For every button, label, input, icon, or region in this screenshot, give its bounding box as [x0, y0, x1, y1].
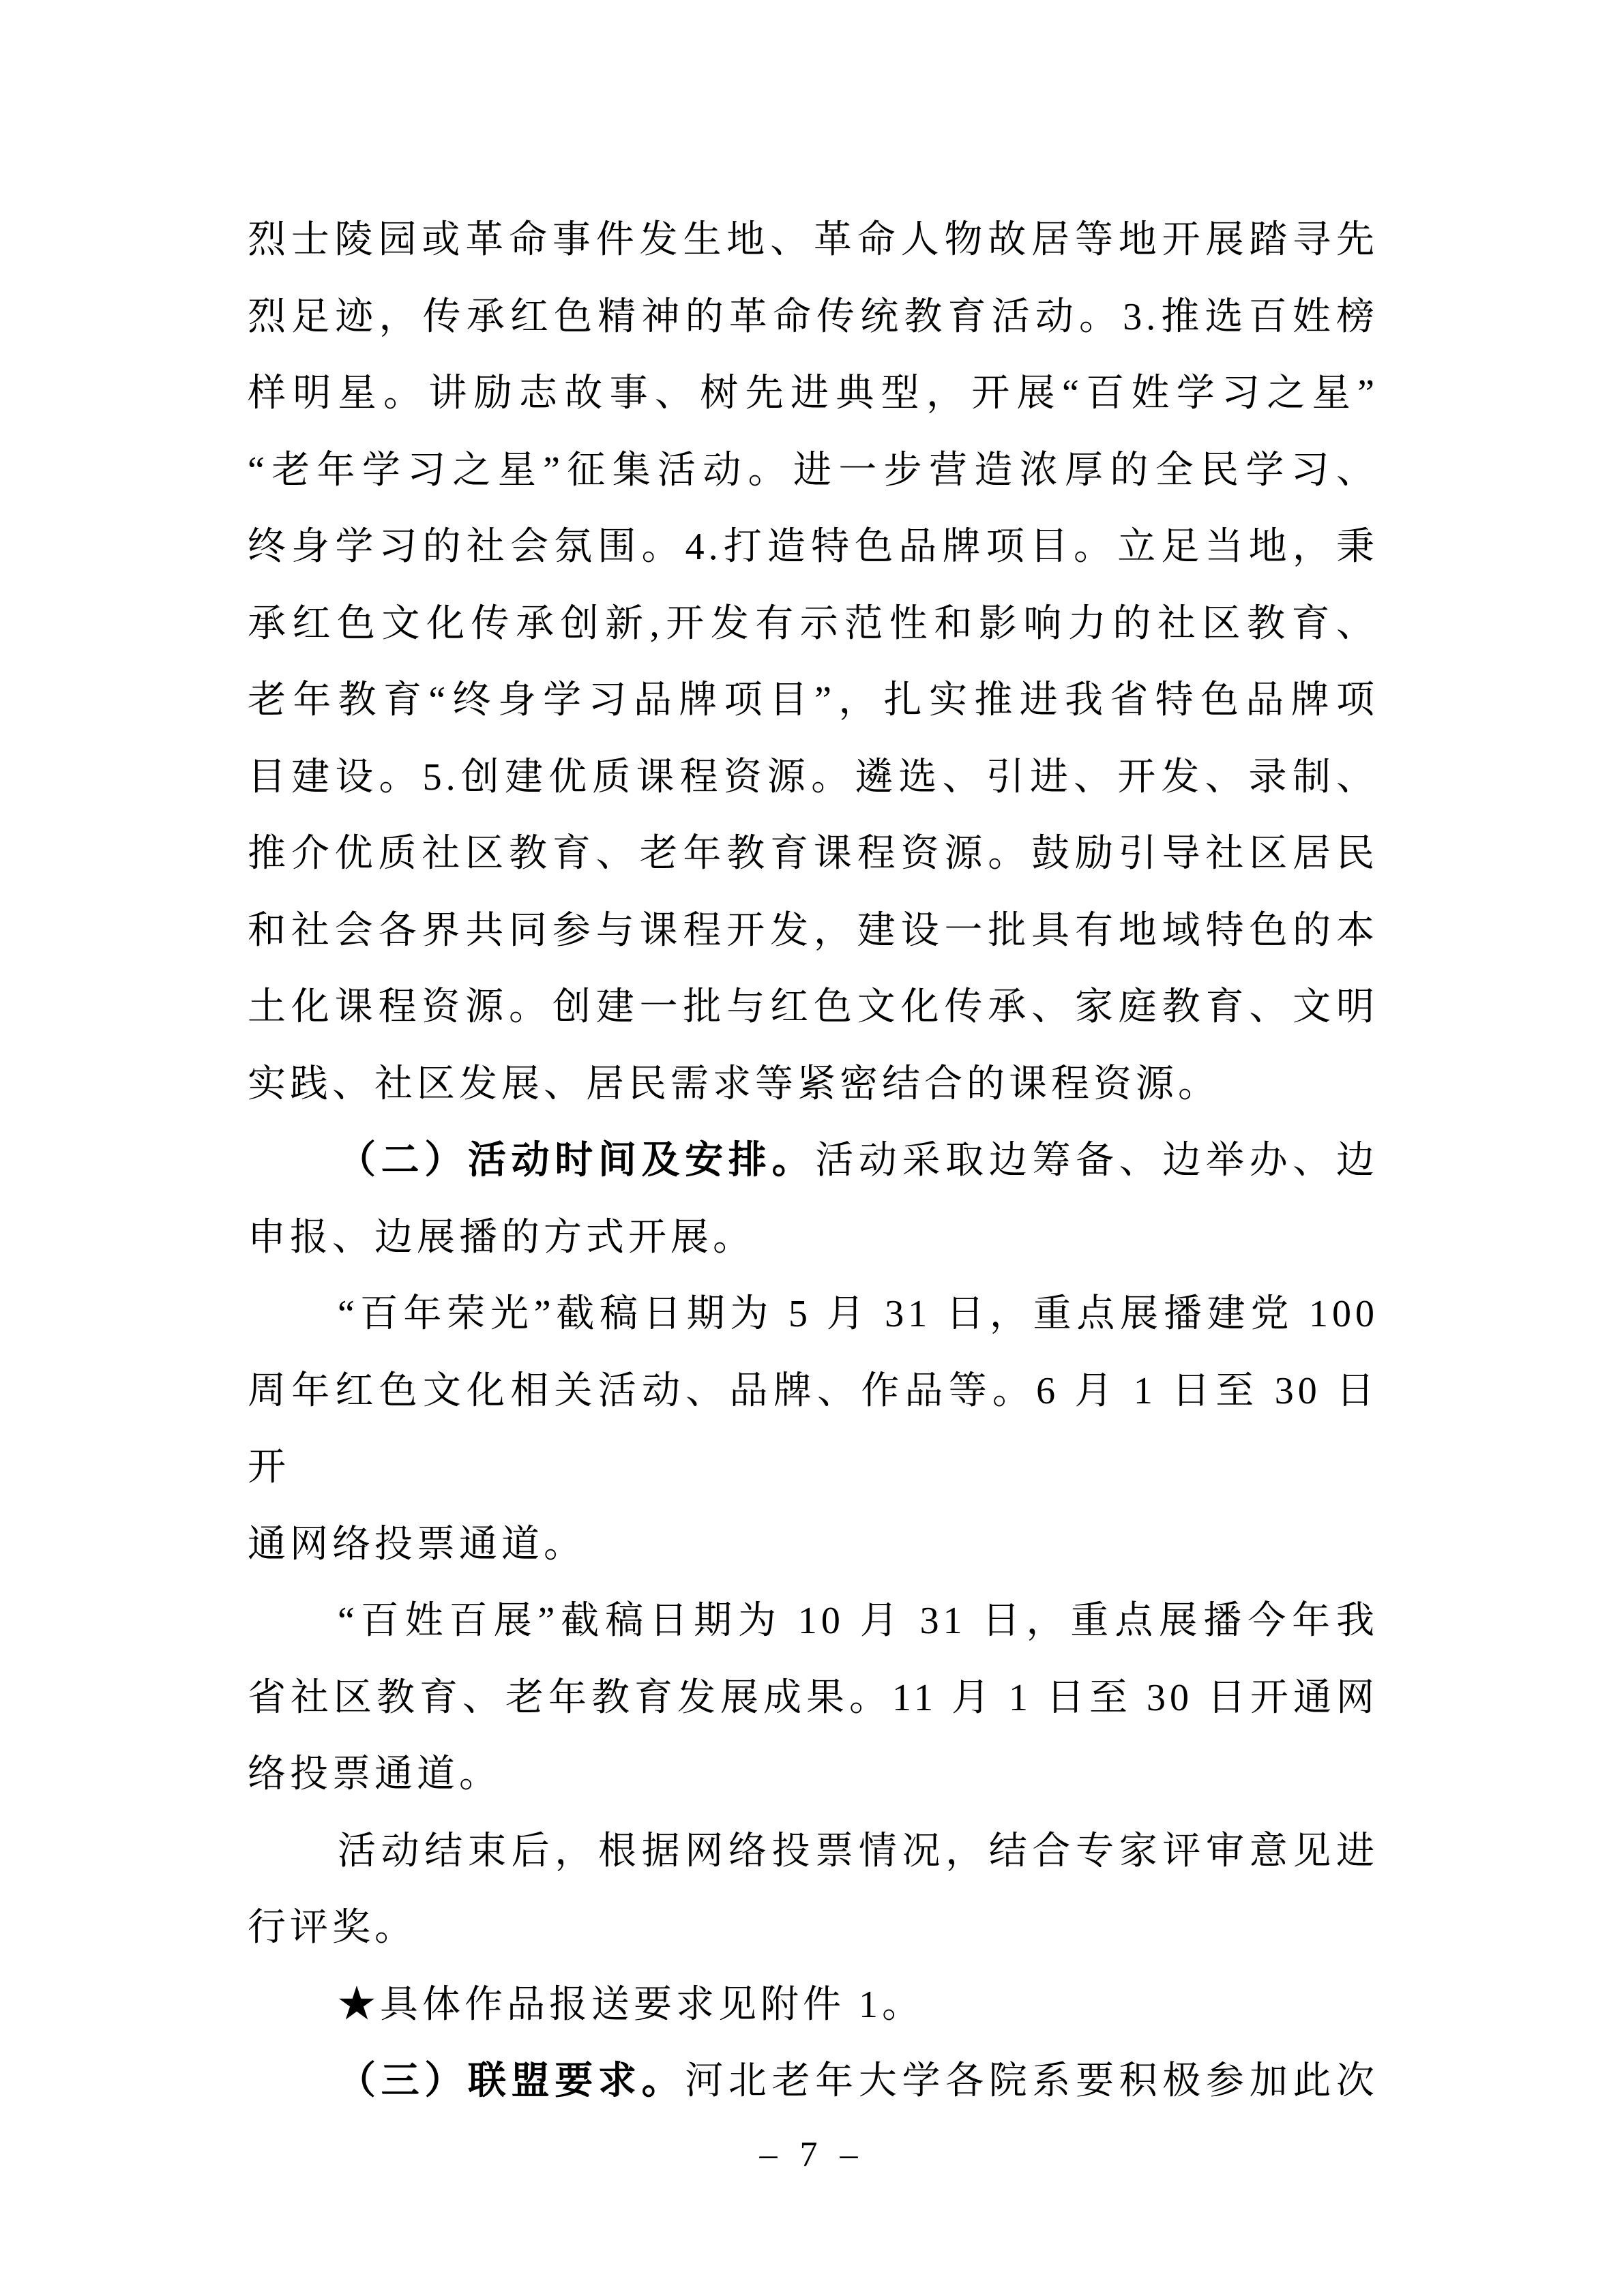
text-line	[248, 1506, 1378, 1583]
line-text: 通网络投票通道。	[248, 1523, 586, 1566]
text-line	[248, 739, 1378, 816]
text-line	[248, 969, 1378, 1046]
line-text: 推介优质社区教育、老年教育课程资源。鼓励引导社区居民	[248, 833, 1378, 875]
line-text: ★具体作品报送要求见附件 1。	[338, 1983, 924, 2026]
line-text: 样明星。讲励志故事、树先进典型，开展“百姓学习之星”	[248, 372, 1378, 415]
line-text: “老年学习之星”征集活动。进一步营造浓厚的全民学习、	[248, 449, 1378, 492]
line-text: 络投票通道。	[248, 1753, 501, 1795]
line-text: 终身学习的社会氛围。4.打造特色品牌项目。立足当地，秉	[248, 526, 1378, 568]
text-line	[248, 1353, 1378, 1506]
line-text: 行评奖。	[248, 1907, 417, 1949]
page-number: – 7 –	[759, 2135, 865, 2174]
text-line	[248, 1276, 1378, 1353]
text-line	[248, 279, 1378, 356]
line-text: 活动结束后，根据网络投票情况，结合专家评审意见进	[338, 1830, 1378, 1873]
line-text: 活动采取边筹备、边举办、边	[815, 1139, 1379, 1182]
text-line	[248, 586, 1378, 663]
text-line	[248, 432, 1378, 509]
line-text: 申报、边展播的方式开展。	[248, 1216, 755, 1259]
text-line	[248, 662, 1378, 739]
text-line	[248, 1736, 1378, 1813]
line-text: 烈士陵园或革命事件发生地、革命人物故居等地开展踏寻先	[248, 219, 1378, 261]
text-line	[248, 355, 1378, 432]
text-line	[248, 1813, 1378, 1890]
line-text: “百年荣光”截稿日期为 5 月 31 日，重点展播建党 100	[338, 1293, 1378, 1335]
text-line	[248, 893, 1378, 970]
line-text: 周年红色文化相关活动、品牌、作品等。6 月 1 日至 30 日开	[248, 1369, 1378, 1489]
line-text: 省社区教育、老年教育发展成果。11 月 1 日至 30 日开通网	[248, 1676, 1378, 1719]
line-text: 老年教育“终身学习品牌项目”，扎实推进我省特色品牌项	[248, 679, 1378, 721]
line-text: 河北老年大学各院系要积极参加此次	[685, 2060, 1379, 2102]
text-line	[248, 1967, 1378, 2044]
line-text: 目建设。5.创建优质课程资源。遴选、引进、开发、录制、	[248, 756, 1378, 799]
line-text: 承红色文化传承创新,开发有示范性和影响力的社区教育、	[248, 602, 1378, 645]
text-line	[248, 509, 1378, 586]
text-line	[248, 2043, 1378, 2120]
text-line	[248, 1199, 1378, 1277]
section-heading: （二）活动时间及安排。	[338, 1139, 816, 1182]
text-line	[248, 1583, 1378, 1660]
text-line	[248, 1660, 1378, 1737]
document-body	[248, 202, 1378, 2120]
text-line	[248, 1890, 1378, 1967]
line-text: 和社会各界共同参与课程开发，建设一批具有地域特色的本	[248, 909, 1378, 952]
text-line	[248, 1122, 1378, 1199]
text-line	[248, 1046, 1378, 1123]
section-heading: （三）联盟要求。	[338, 2060, 685, 2102]
text-line	[248, 816, 1378, 893]
text-line	[248, 202, 1378, 279]
line-text: “百姓百展”截稿日期为 10 月 31 日，重点展播今年我	[338, 1600, 1378, 1642]
line-text: 实践、社区发展、居民需求等紧密结合的课程资源。	[248, 1062, 1220, 1105]
line-text: 土化课程资源。创建一批与红色文化传承、家庭教育、文明	[248, 986, 1378, 1028]
line-text: 烈足迹，传承红色精神的革命传统教育活动。3.推选百姓榜	[248, 295, 1378, 338]
